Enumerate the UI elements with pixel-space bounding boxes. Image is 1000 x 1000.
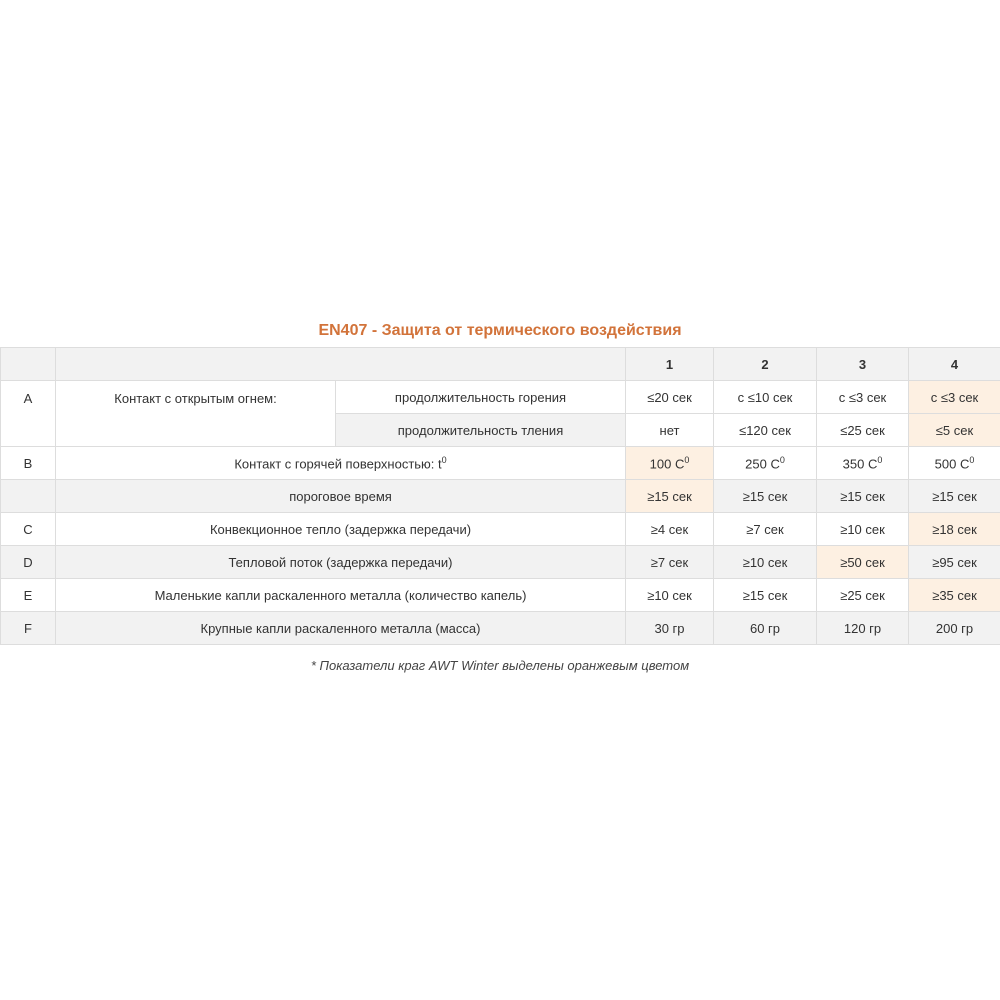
row-code: E [1,579,56,612]
value-cell: 60 гр [714,612,817,645]
row-label: Контакт с открытым огнем: [56,381,336,447]
value-cell: с ≤3 сек [817,381,909,414]
value-cell-highlighted: ≥50 сек [817,546,909,579]
value-cell-highlighted: с ≤3 сек [909,381,1000,414]
table-row [1,513,1000,546]
value-cell [909,447,1000,480]
protection-table [0,347,1000,645]
value-cell-highlighted: ≤5 сек [909,414,1000,447]
header-level-4: 4 [909,348,1000,381]
value-cell: нет [626,414,714,447]
value-text: 100 С [649,456,685,472]
row-label: пороговое время [56,480,626,513]
row-code [1,480,56,513]
value-cell: 200 гр [909,612,1000,645]
value-cell: ≥15 сек [817,480,909,513]
degree-superscript: 0 [877,454,883,465]
header-level-1: 1 [626,348,714,381]
value-cell-highlighted: ≥35 сек [909,579,1000,612]
value-cell: ≥95 сек [909,546,1000,579]
row-code: B [1,447,56,480]
table-row [1,546,1000,579]
footnote: * Показатели краг AWT Winter выделены оранжевым цветом [310,658,690,673]
row-code: F [1,612,56,645]
value-cell: ≥15 сек [714,579,817,612]
value-text: 350 С [842,456,878,472]
row-label-text: Контакт с горячей поверхностью: t [234,456,442,472]
value-cell-highlighted [626,447,714,480]
value-cell: ≤120 сек [714,414,817,447]
value-cell: с ≤10 сек [714,381,817,414]
value-cell: ≥25 сек [817,579,909,612]
header-corner-cell [1,348,56,381]
degree-superscript: 0 [779,454,785,465]
value-cell: 30 гр [626,612,714,645]
row-label: Конвекционное тепло (задержка передачи) [56,513,626,546]
header-level-2: 2 [714,348,817,381]
value-cell: ≥10 сек [626,579,714,612]
row-code: D [1,546,56,579]
table-header-row [1,348,1000,381]
value-cell: ≥7 сек [626,546,714,579]
header-label-cell [56,348,626,381]
value-cell-highlighted: ≥15 сек [626,480,714,513]
value-cell: ≤20 сек [626,381,714,414]
row-code: A [1,381,56,447]
value-cell [817,447,909,480]
degree-superscript: 0 [684,454,690,465]
value-cell [714,447,817,480]
row-label: Тепловой поток (задержка передачи) [56,546,626,579]
value-cell: ≥15 сек [714,480,817,513]
table-row [1,447,1000,480]
table-row [1,480,1000,513]
value-cell: ≥10 сек [714,546,817,579]
table-title: EN407 - Защита от термического воздействия [318,322,682,339]
header-level-3: 3 [817,348,909,381]
table-row [1,381,1000,414]
value-cell: 120 гр [817,612,909,645]
value-text: 500 С [934,456,970,472]
value-cell: ≥7 сек [714,513,817,546]
row-sublabel: продолжительность горения [336,381,626,414]
degree-superscript: 0 [969,454,975,465]
table-row [1,612,1000,645]
value-cell: ≥4 сек [626,513,714,546]
value-cell-highlighted: ≥18 сек [909,513,1000,546]
row-label [56,447,626,480]
table-row [1,579,1000,612]
value-cell: ≤25 сек [817,414,909,447]
row-sublabel: продолжительность тления [336,414,626,447]
row-label: Крупные капли раскаленного металла (масса) [56,612,626,645]
value-cell: ≥15 сек [909,480,1000,513]
row-code: C [1,513,56,546]
value-text: 250 С [745,456,780,472]
row-label: Маленькие капли раскаленного металла (количество капель) [56,579,626,612]
degree-superscript: 0 [441,454,447,465]
value-cell: ≥10 сек [817,513,909,546]
